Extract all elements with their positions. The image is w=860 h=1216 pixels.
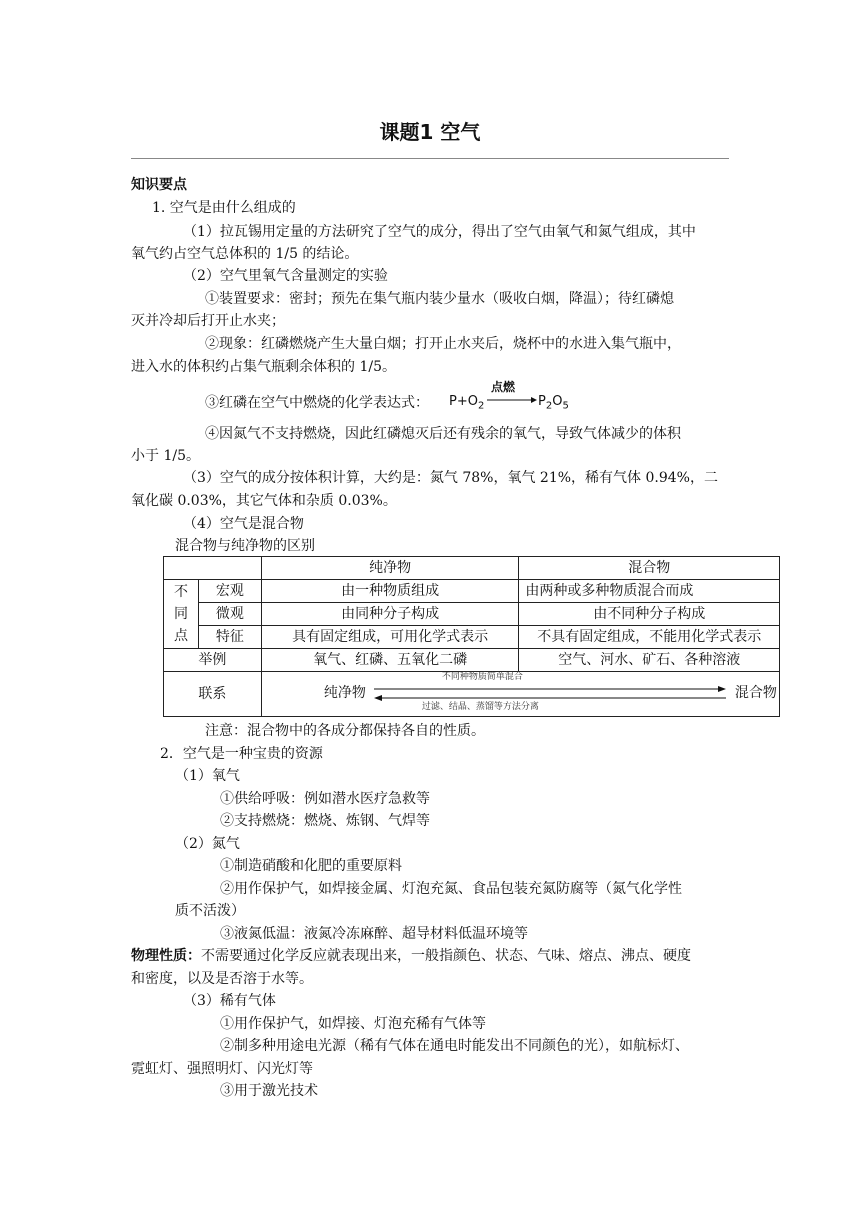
- chemical-equation: [449, 378, 569, 412]
- section-heading: 知识要点: [131, 177, 187, 193]
- text-line: ①用作保护气，如焊接、灯泡充稀有气体等: [220, 1016, 486, 1032]
- table-caption: 混合物与纯净物的区别: [175, 538, 315, 554]
- row-label: 联系: [164, 672, 262, 717]
- row-label: 举例: [164, 649, 262, 672]
- text-line: ①制造硝酸和化肥的重要原料: [220, 858, 402, 874]
- text-line: 进入水的体积约占集气瓶剩余体积的 1/5。: [131, 359, 396, 375]
- cell-pure: 氧气、红磷、五氧化二磷: [261, 649, 519, 672]
- text-line: 质不活泼）: [175, 903, 245, 919]
- reaction-arrow-icon: [487, 396, 537, 404]
- table-header-row: [164, 557, 780, 580]
- text-line: 霓虹灯、强照明灯、闪光灯等: [131, 1061, 313, 1077]
- text-line: （4）空气是混合物: [183, 516, 304, 532]
- text-line: 1. 空气是由什么组成的: [152, 200, 296, 216]
- text-line: （3）空气的成分按体积计算，大约是：氮气 78%，氧气 21%，稀有气体 0.94%，二: [183, 470, 718, 486]
- table-row: [164, 649, 780, 672]
- row-label: 宏观: [198, 580, 261, 603]
- page-title: 课题1 空气: [379, 120, 481, 144]
- text-line: 小于 1/5。: [131, 448, 200, 464]
- text-line: 氧气约占空气总体积的 1/5 的结论。: [131, 246, 359, 262]
- text-line: ③用于激光技术: [220, 1083, 318, 1099]
- text-line: ③液氮低温：液氮冷冻麻醉、超导材料低温环境等: [220, 926, 528, 942]
- text-line: ②用作保护气，如焊接金属、灯泡充氮、食品包装充氮防腐等（氮气化学性: [220, 881, 682, 897]
- text-line: 2．空气是一种宝贵的资源: [160, 746, 323, 762]
- physical-properties-text: 不需要通过化学反应就表现出来，一般指颜色、状态、气味、熔点、沸点、硬度: [201, 948, 691, 964]
- title-divider: [131, 158, 729, 159]
- text-line: ①供给呼吸：例如潜水医疗急救等: [220, 791, 430, 807]
- row-label: 微观: [198, 603, 261, 626]
- relation-separation-process: 过滤、结晶、蒸馏等方法分离: [421, 702, 539, 712]
- table-row: [164, 580, 780, 603]
- cell-mixture: 不具有固定组成，不能用化学式表示: [519, 626, 780, 649]
- physical-properties-label: 物理性质：: [131, 948, 201, 964]
- relation-mix-process: 不同种物质简单混合: [441, 672, 523, 682]
- table-row: [164, 672, 780, 717]
- text-line: 和密度，以及是否溶于水等。: [131, 971, 313, 987]
- text-line: ②现象：红磷燃烧产生大量白烟；打开止水夹后，烧杯中的水进入集气瓶中，: [205, 336, 681, 352]
- relation-cell: [261, 672, 779, 717]
- cell-mixture: 空气、河水、矿石、各种溶液: [519, 649, 780, 672]
- text-line: （3）稀有气体: [183, 993, 276, 1009]
- row-label: 特征: [198, 626, 261, 649]
- text-line: ①装置要求：密封；预先在集气瓶内装少量水（吸收白烟，降温）；待红磷熄: [205, 291, 674, 307]
- cell-pure: 由同种分子构成: [261, 603, 519, 626]
- double-arrow-icon: [374, 684, 726, 704]
- cell-pure: 由一种物质组成: [261, 580, 519, 603]
- header-pure: 纯净物: [261, 557, 519, 580]
- cell-mixture: 由不同种分子构成: [519, 603, 780, 626]
- note-line: 注意：混合物中的各成分都保持各自的性质。: [205, 723, 485, 739]
- equation-products: $P_2O_5$: [538, 394, 569, 412]
- table-row: [164, 603, 780, 626]
- table-corner-cell: [164, 557, 262, 580]
- equation-reactants: $P+O_2$: [449, 394, 485, 412]
- text-line: （1）拉瓦锡用定量的方法研究了空气的成分，得出了空气由氧气和氮气组成，其中: [183, 224, 696, 240]
- cell-pure: 具有固定组成，可用化学式表示: [261, 626, 519, 649]
- header-mixture: 混合物: [519, 557, 780, 580]
- text-line: （2）氮气: [175, 836, 240, 852]
- relation-mixture: 混合物: [734, 685, 777, 701]
- comparison-table: [163, 556, 780, 717]
- text-line: ④因氮气不支持燃烧，因此红磷熄灭后还有残余的氧气，导致气体减少的体积: [205, 426, 681, 442]
- relation-pure: 纯净物: [323, 685, 366, 701]
- cell-mixture: 由两种或多种物质混合而成: [519, 580, 780, 603]
- text-line: ③红磷在空气中燃烧的化学表达式：: [205, 395, 429, 411]
- text-line: ②支持燃烧：燃烧、炼钢、气焊等: [220, 813, 430, 829]
- reaction-condition: 点燃: [491, 380, 516, 394]
- text-line: （1）氧气: [175, 768, 240, 784]
- table-row: [164, 626, 780, 649]
- physical-properties-line: [131, 946, 691, 966]
- text-line: ②制多种用途电光源（稀有气体在通电时能发出不同颜色的光），如航标灯、: [220, 1038, 689, 1054]
- text-line: （2）空气里氧气含量测定的实验: [183, 268, 388, 284]
- text-line: 灭并冷却后打开止水夹；: [131, 313, 285, 329]
- side-label-differences: 不 同 点: [164, 580, 199, 649]
- text-line: 氧化碳 0.03%，其它气体和杂质 0.03%。: [131, 493, 397, 509]
